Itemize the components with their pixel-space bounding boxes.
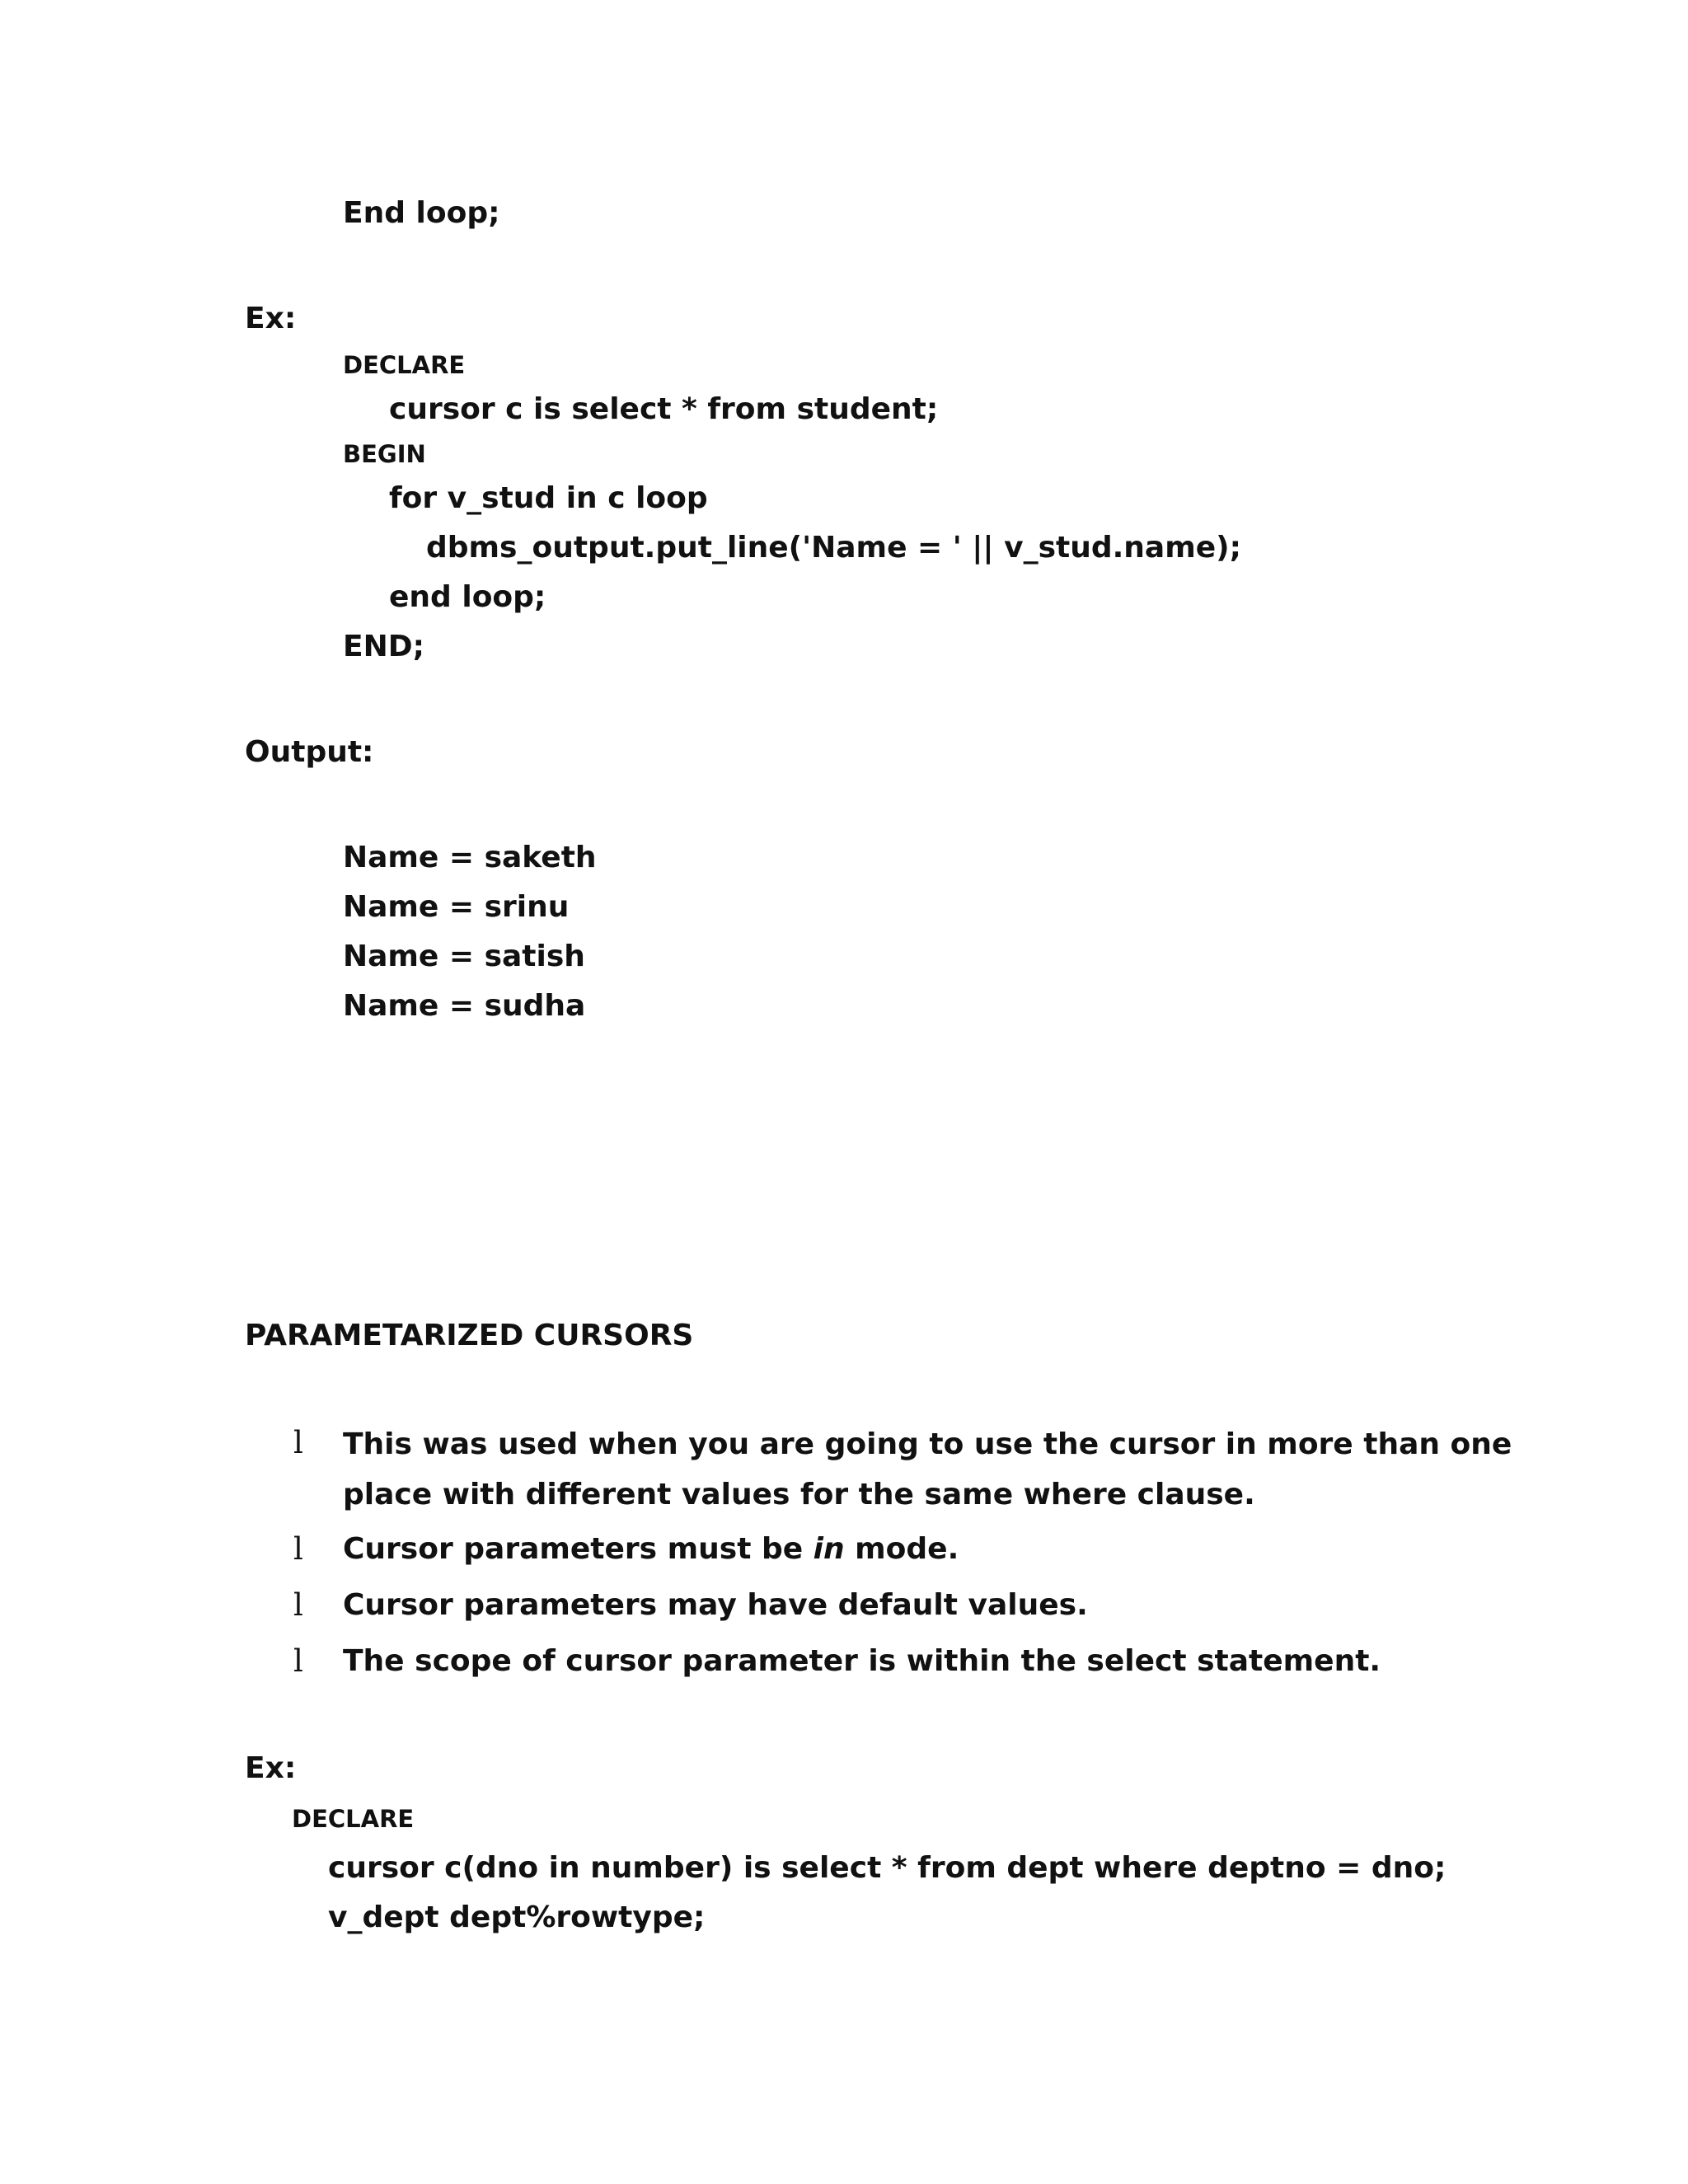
code-keyword-declare: DECLARE — [292, 1805, 415, 1833]
bullet-marker: l — [293, 1425, 303, 1460]
code-line-end-loop-inner: end loop; — [389, 580, 546, 614]
bullet-text: This was used when you are going to use the cursor in more than one — [343, 1427, 1512, 1461]
bullet-marker: l — [293, 1643, 303, 1679]
bullet-marker: l — [293, 1587, 303, 1623]
bullet-text: The scope of cursor parameter is within the select statement. — [343, 1644, 1381, 1678]
bullet-text-part: Cursor parameters must be — [343, 1532, 814, 1566]
bullet-marker: l — [293, 1531, 303, 1567]
section-heading: PARAMETARIZED CURSORS — [245, 1319, 694, 1352]
bullet-text: Cursor parameters may have default values. — [343, 1588, 1088, 1622]
output-line: Name = saketh — [343, 841, 597, 874]
code-line-variable: v_dept dept%rowtype; — [328, 1900, 706, 1934]
code-keyword-declare: DECLARE — [343, 351, 466, 379]
output-line: Name = satish — [343, 940, 585, 973]
bullet-text-part: mode. — [844, 1532, 959, 1566]
example-label: Ex: — [245, 302, 297, 335]
code-line-for: for v_stud in c loop — [389, 481, 708, 515]
code-line-output: dbms_output.put_line('Name = ' || v_stud.name); — [426, 531, 1241, 565]
code-keyword-begin: BEGIN — [343, 440, 426, 468]
code-line-cursor: cursor c(dno in number) is select * from dept where deptno = dno; — [328, 1851, 1447, 1885]
bullet-text-continued: place with different values for the same where clause. — [343, 1478, 1255, 1511]
bullet-text-emphasis: in — [813, 1532, 845, 1566]
code-line-cursor: cursor c is select * from student; — [389, 392, 939, 426]
example-label: Ex: — [245, 1751, 297, 1785]
output-line: Name = sudha — [343, 989, 586, 1023]
output-line: Name = srinu — [343, 890, 570, 924]
code-line-end: END; — [343, 630, 424, 663]
output-label: Output: — [245, 735, 374, 769]
bullet-text — [343, 1532, 959, 1566]
code-line-end-loop: End loop; — [343, 196, 500, 230]
